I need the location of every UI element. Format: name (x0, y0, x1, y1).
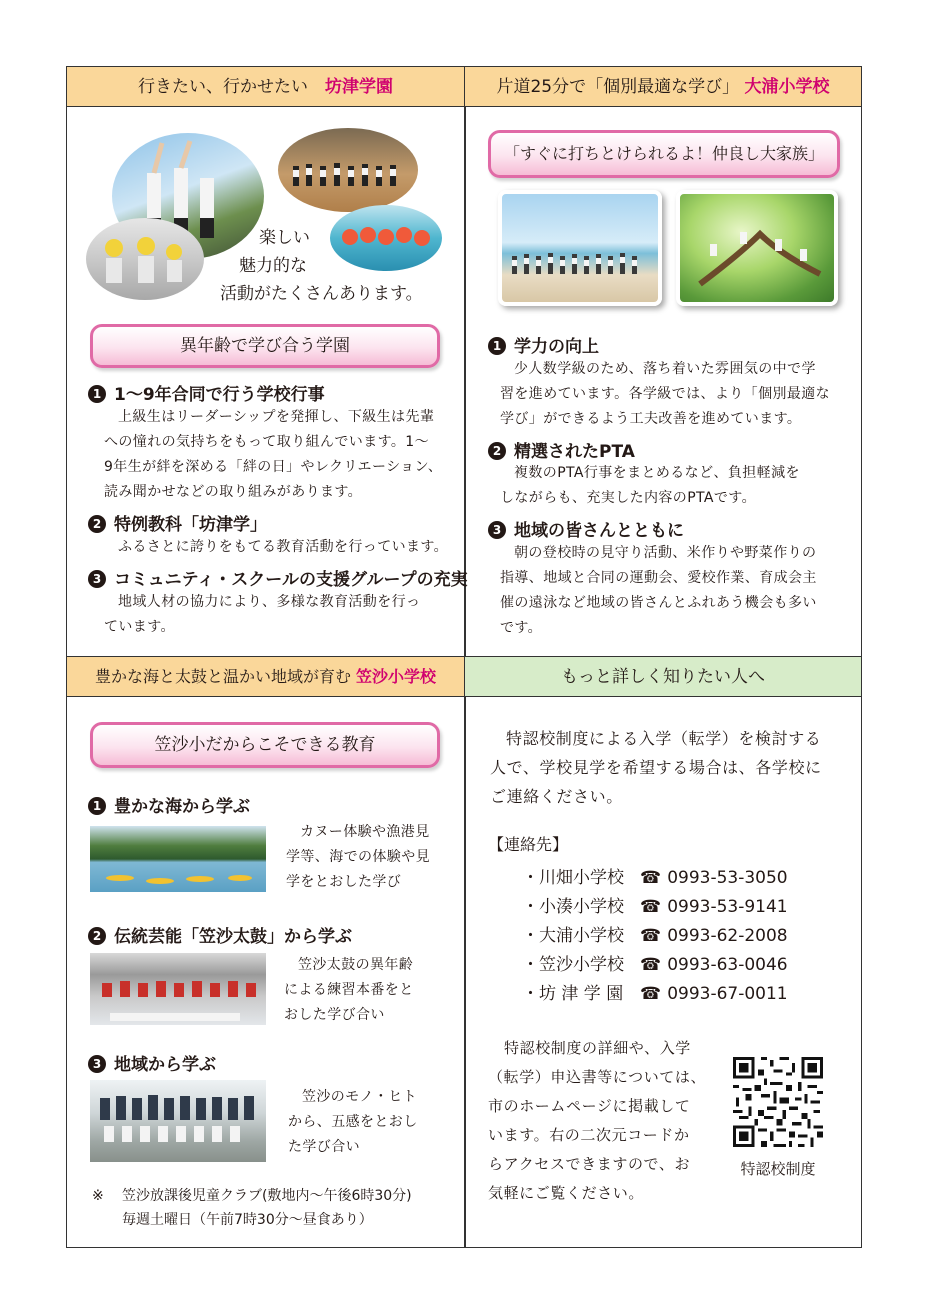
text-line: （転学）申込書等については、 (488, 1068, 707, 1086)
bonotsu-item-3-text (104, 590, 449, 640)
more-info-intro (490, 724, 840, 811)
photo-caption (220, 224, 450, 308)
text-line: ふるさとに誇りをもてる教育活動を行っています。 (118, 539, 449, 555)
qr-caption: 特認校制度 (740, 1160, 816, 1178)
text-line: カヌー体験や漁港見 (300, 824, 430, 840)
phone-icon: ☎ (640, 955, 662, 975)
text-line: 地域人材の協力により、多様な教育活動を行っ (118, 594, 421, 610)
phone-icon: ☎ (640, 984, 662, 1004)
more-info-outro (488, 1034, 718, 1208)
number-badge: 2 (88, 927, 106, 945)
text-line: 学び」ができるよう工夫改善を進めています。 (500, 411, 802, 427)
number-badge: 2 (488, 442, 506, 460)
oura-item-2-text (500, 461, 845, 511)
text-line: 指導、地域と合同の運動会、愛校作業、育成会主 (500, 570, 817, 586)
phone-number[interactable]: 0993-67-0011 (667, 984, 788, 1004)
text-line: た学び合い (288, 1139, 360, 1155)
contact-row (522, 979, 788, 1004)
item-title: 1～9年合同で行う学校行事 (114, 385, 325, 405)
text-line: から、五感をとおし (288, 1114, 418, 1130)
oura-item-2-title (488, 437, 635, 462)
text-line: 複数のPTA行事をまとめるなど、負担軽減を (514, 465, 800, 481)
text-line: ています。 (104, 619, 175, 635)
text-line: 笠沙太鼓の異年齢 (298, 957, 414, 973)
phone-number[interactable]: 0993-63-0046 (667, 955, 788, 975)
crosswalk-photo (86, 218, 204, 300)
note-mark: ※ (92, 1188, 104, 1204)
note-line: 毎週土曜日（午前7時30分～昼食あり） (122, 1212, 373, 1228)
number-badge: 3 (88, 1055, 106, 1073)
bonotsu-pill-heading: 異年齢で学び合う学園 (90, 324, 440, 368)
kasasa-item-1-title (88, 792, 250, 817)
text-line: です。 (500, 620, 543, 636)
gym-figures (278, 128, 418, 212)
number-badge: 1 (88, 385, 106, 403)
taiko-photo (90, 953, 266, 1025)
kasasa-item-2-title (88, 922, 352, 947)
text-line: による練習本番をと (284, 982, 414, 998)
number-badge: 1 (88, 797, 106, 815)
school-name: ・川畑小学校 (522, 868, 624, 888)
text-line: らアクセスできますので、お (488, 1155, 691, 1173)
item-title: 地域の皆さんとともに (514, 521, 684, 541)
oura-header (465, 67, 861, 107)
text-line: しながらも、充実した内容のPTAです。 (500, 490, 756, 506)
kasasa-header (67, 657, 464, 697)
kasasa-pill-heading: 笠沙小だからこそできる教育 (90, 722, 440, 768)
kasasa-item-3-text (288, 1085, 448, 1160)
text-line: 気軽にご覧ください。 (488, 1184, 645, 1202)
text-line: への憧れの気持ちをもって取り組んでいます。1～ (104, 434, 429, 450)
number-badge: 2 (88, 515, 106, 533)
text-line: ご連絡ください。 (490, 787, 623, 806)
caption-line: 楽しい (259, 228, 310, 248)
school-name: 坊津学園 (325, 77, 393, 97)
text-line: 読み聞かせなどの取り組みがあります。 (104, 484, 363, 500)
school-name: ・笠沙小学校 (522, 955, 624, 975)
bonotsu-item-3-title (88, 565, 468, 590)
after-school-note (92, 1184, 412, 1232)
school-name: 笠沙小学校 (356, 667, 437, 686)
oura-item-3-text (500, 541, 845, 641)
oura-pill-heading: 「すぐに打ちとけられるよ！仲良し大家族」 (488, 130, 840, 178)
note-line: 笠沙放課後児童クラブ(敷地内～午後6時30分) (122, 1188, 412, 1204)
number-badge: 3 (488, 521, 506, 539)
bonotsu-item-2-title (88, 510, 267, 535)
oura-item-1-text (500, 357, 845, 432)
school-name: ・大浦小学校 (522, 926, 624, 946)
header-lead: 片道25分で「個別最適な学び」 (496, 77, 740, 97)
kasasa-item-3-title (88, 1050, 216, 1075)
header-lead: 豊かな海と太鼓と温かい地域が育む (94, 667, 351, 686)
number-badge: 1 (488, 337, 506, 355)
tree-figures (680, 194, 834, 302)
text-line: 学をとおした学び (286, 874, 402, 890)
school-name: 大浦小学校 (744, 77, 830, 97)
header-lead: 行きたい、行かせたい (138, 77, 308, 97)
kasasa-item-2-text (284, 953, 444, 1028)
gym-activity-photo (278, 128, 418, 212)
beach-class-figures (502, 194, 658, 302)
contact-row (522, 950, 788, 975)
text-line: 少人数学級のため、落ち着いた雰囲気の中で学 (514, 361, 816, 377)
beach-class-photo (498, 190, 662, 306)
oura-item-3-title (488, 516, 684, 541)
contact-row (522, 921, 788, 946)
text-line: 人で、学校見学を希望する場合は、各学校に (490, 758, 822, 777)
canoe-photo (90, 826, 266, 892)
text-line: 特認校制度による入学（転学）を検討する (506, 729, 822, 748)
item-title: 地域から学ぶ (114, 1055, 216, 1075)
phone-number[interactable]: 0993-62-2008 (667, 926, 788, 946)
tree-climbing-photo (676, 190, 838, 306)
more-info-header: もっと詳しく知りたい人へ (465, 657, 861, 697)
caption-line: 魅力的な (239, 256, 307, 276)
phone-icon: ☎ (640, 897, 662, 917)
qr-code[interactable] (733, 1057, 823, 1147)
contact-row (522, 863, 788, 888)
item-title: 豊かな海から学ぶ (114, 797, 250, 817)
text-line: 上級生はリーダーシップを発揮し、下級生は先輩 (118, 409, 435, 425)
school-name: ・坊 津 学 園 (522, 984, 624, 1004)
contact-row (522, 892, 788, 917)
bonotsu-item-2-text (104, 535, 449, 560)
caption-line: 活動がたくさんあります。 (220, 284, 423, 304)
bonotsu-item-1-title (88, 380, 325, 405)
contact-heading: 【連絡先】 (488, 835, 569, 854)
item-title: 学力の向上 (514, 337, 599, 357)
text-line: 特認校制度の詳細や、入学 (504, 1039, 691, 1057)
oura-item-1-title (488, 332, 599, 357)
item-title: 伝統芸能「笠沙太鼓」から学ぶ (114, 927, 352, 947)
text-line: 笠沙のモノ・ヒト (302, 1089, 418, 1105)
canoes (90, 826, 266, 892)
text-line: 習を進めています。各学級では、より「個別最適な (500, 386, 831, 402)
text-line: 9年生が絆を深める「絆の日」やレクリエーション、 (104, 459, 443, 475)
item-title: 特例教科「坊津学」 (114, 515, 267, 535)
text-line: 市のホームページに掲載して (488, 1097, 691, 1115)
bonotsu-header (67, 67, 464, 107)
school-name: ・小湊小学校 (522, 897, 624, 917)
taiko-drummers (90, 953, 266, 1025)
bonotsu-item-1-text (104, 405, 449, 505)
text-line: 朝の登校時の見守り活動、米作りや野菜作りの (514, 545, 817, 561)
item-title: コミュニティ・スクールの支援グループの充実 (114, 570, 468, 590)
phone-number[interactable]: 0993-53-9141 (667, 897, 788, 917)
number-badge: 3 (88, 570, 106, 588)
kasasa-item-1-text (286, 820, 446, 895)
crosswalk-figures (86, 218, 204, 300)
community-photo (90, 1080, 266, 1162)
text-line: 学等、海での体験や見 (286, 849, 430, 865)
text-line: おした学び合い (284, 1007, 385, 1023)
text-line: 催の遠泳など地域の皆さんとふれあう機会も多い (500, 595, 817, 611)
item-title: 精選されたPTA (514, 442, 635, 462)
phone-number[interactable]: 0993-53-3050 (667, 868, 788, 888)
phone-icon: ☎ (640, 868, 662, 888)
text-line: います。右の二次元コードか (488, 1126, 690, 1144)
group-people (90, 1080, 266, 1162)
phone-icon: ☎ (640, 926, 662, 946)
